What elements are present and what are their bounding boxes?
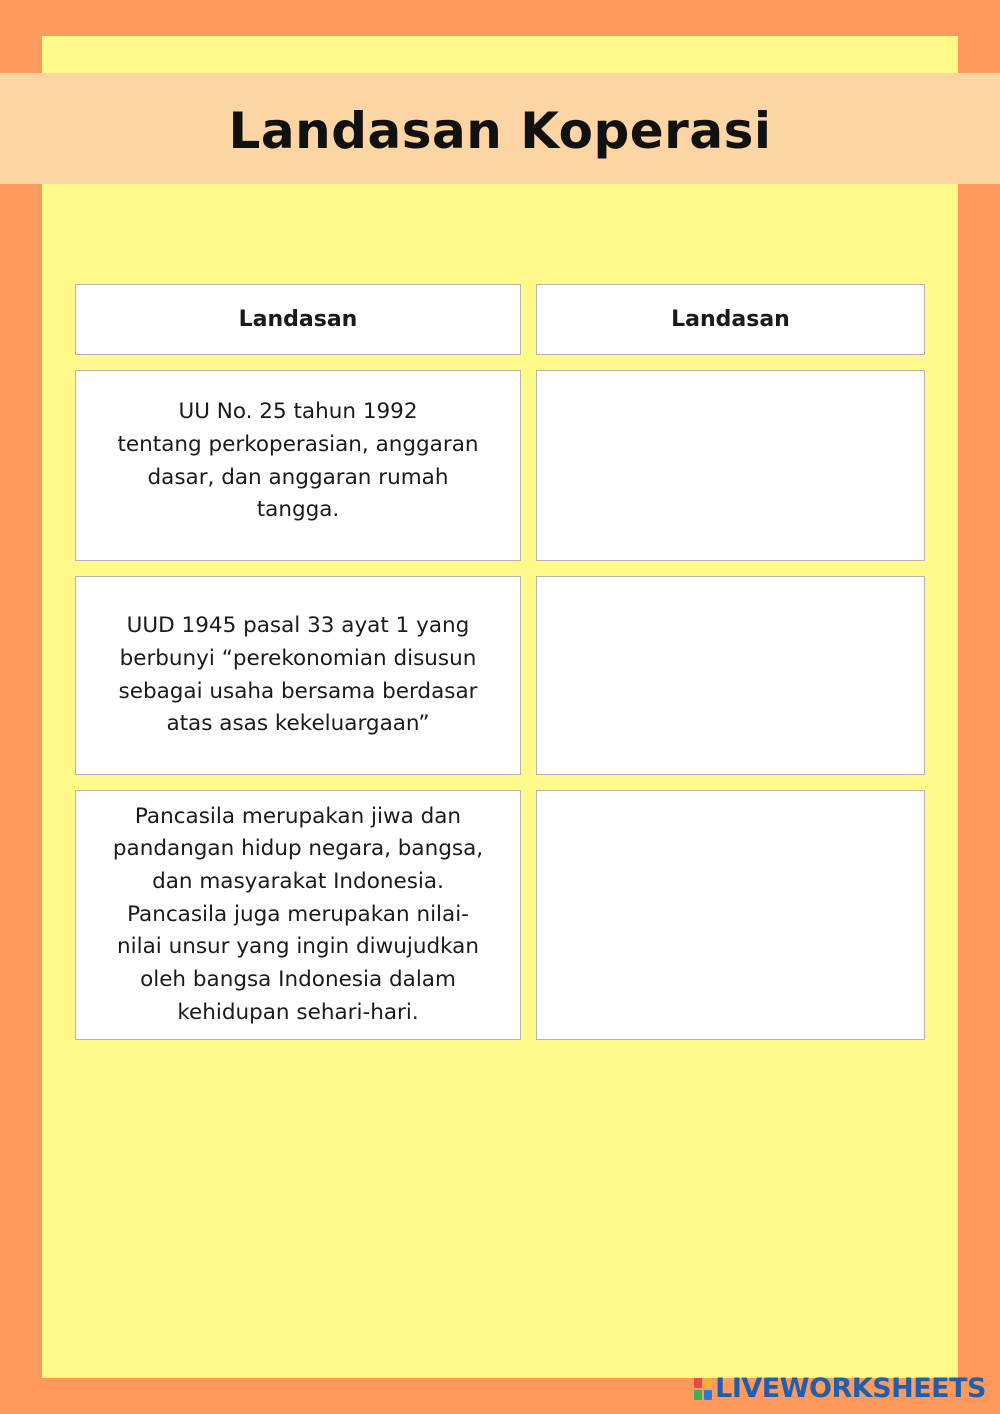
- card-1-line-2: tentang perkoperasian, anggaran: [117, 431, 479, 457]
- card-2-line-4: atas asas kekeluargaan”: [166, 711, 430, 737]
- card-2-line-2: berbunyi “perekonomian disusun: [119, 645, 477, 671]
- landasan-card-2[interactable]: [75, 576, 521, 775]
- card-1-line-1: UU No. 25 tahun 1992: [178, 399, 418, 425]
- drop-zone-1[interactable]: [536, 370, 925, 561]
- table-header-left: Landasan: [75, 284, 521, 355]
- card-3-line-3: dan masyarakat Indonesia.: [152, 868, 444, 894]
- card-1-line-4: tangga.: [256, 497, 340, 523]
- card-3-line-7: kehidupan sehari-hari.: [177, 999, 419, 1025]
- card-2-line-3: sebagai usaha bersama berdasar: [118, 678, 478, 704]
- card-3-line-2: pandangan hidup negara, bangsa,: [112, 836, 484, 862]
- drop-zone-3[interactable]: [536, 790, 925, 1040]
- liveworksheets-logo-text: LIVEWORKSHEETS: [715, 1373, 986, 1404]
- liveworksheets-logo-icon: [694, 1378, 712, 1400]
- card-2-line-1: UUD 1945 pasal 33 ayat 1 yang: [126, 613, 470, 639]
- drop-zone-2[interactable]: [536, 576, 925, 775]
- landasan-card-3[interactable]: [75, 790, 521, 1040]
- card-3-line-1: Pancasila merupakan jiwa dan: [134, 803, 462, 829]
- title-banner: [0, 73, 1000, 184]
- liveworksheets-logo: [694, 1373, 986, 1404]
- card-1-line-3: dasar, dan anggaran rumah: [147, 464, 449, 490]
- card-3-line-4: Pancasila juga merupakan nilai-: [127, 901, 469, 927]
- table-header-right: Landasan: [536, 284, 925, 355]
- page-title: Landasan Koperasi: [228, 101, 772, 160]
- card-3-line-5: nilai unsur yang ingin diwujudkan: [117, 934, 479, 960]
- landasan-card-1[interactable]: [75, 370, 521, 561]
- card-3-line-6: oleh bangsa Indonesia dalam: [140, 967, 456, 993]
